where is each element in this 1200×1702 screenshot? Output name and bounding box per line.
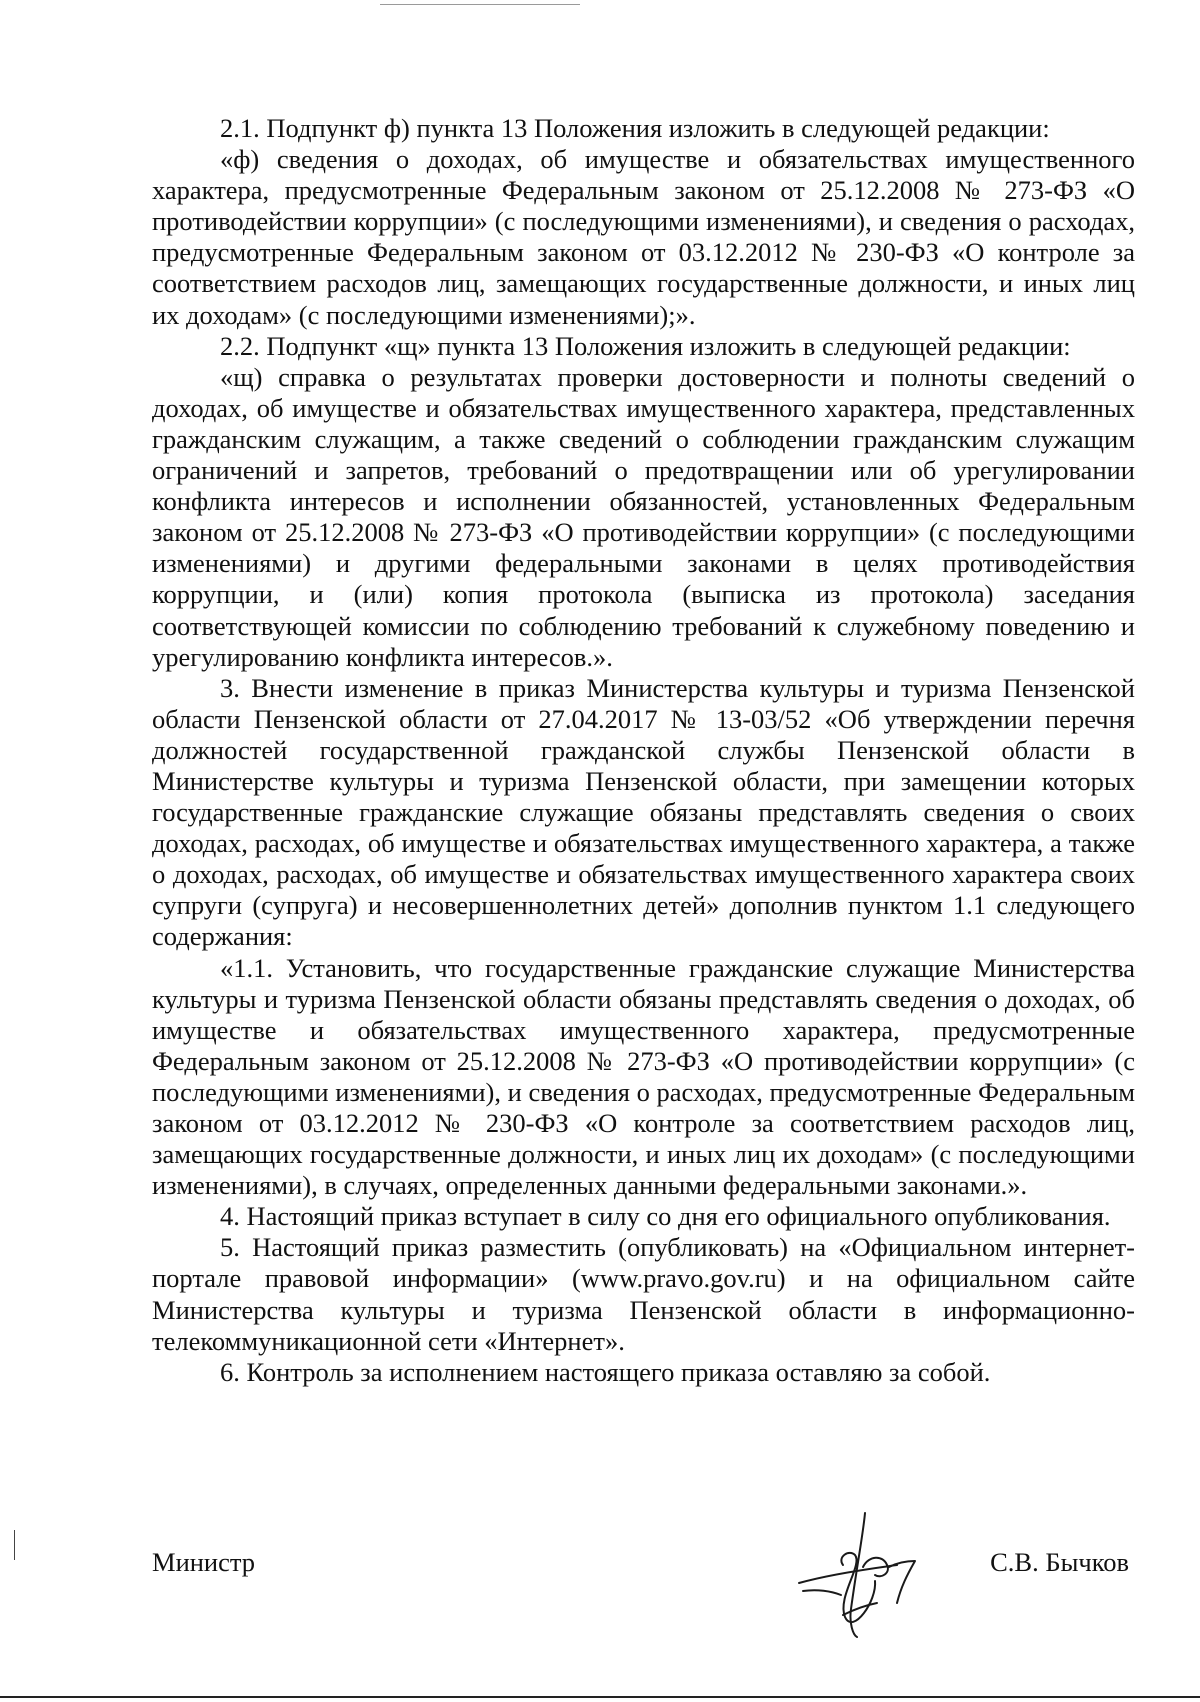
paragraph-4: 4. Настоящий приказ вступает в силу со дня его официального опубликования. xyxy=(220,1201,1111,1232)
paragraph-3: 3. Внести изменение в приказ Министерства культуры и туризма Пензенской области Пензенской области от 27.04.2017 № 13-03/52 «Об утверждении перечня должностей государственной гражданской службы Пензенской области в Министерстве культуры и туризма Пензенской области, при замещении которых государственные гражданские служащие обязаны представлять сведения о своих доходах, расходах, об имуществе и обязательствах имущественного характера, а также о доходах, расходах, об имуществе и обязательствах имущественного характера своих супруги (супруга) и несовершеннолетних детей» дополнив пунктом 1.1 следующего содержания: xyxy=(152,672,1135,952)
paragraph-2-2: 2.2. Подпункт «щ» пункта 13 Положения изложить в следующей редакции: xyxy=(220,330,1071,361)
scan-artifact-bottom-line xyxy=(0,1696,1200,1698)
paragraph-2-2-text: «щ) справка о результатах проверки достоверности и полноты сведений о доходах, об имуществе и обязательствах имущественного характера, представленных гражданским служащим, а также сведений о соблюдении гражданским служащим ограничений и запретов, требований о предотвращении или об урегулировании конфликта интересов и исполнении обязанностей, установленных Федеральным законом от 25.12.2008 № 273-ФЗ «О противодействии коррупции» (с последующими изменениями) и другими федеральными законами в целях противодействия коррупции, и (или) копия протокола (выписка из протокола) заседания соответствующей комиссии по соблюдению требований к служебному поведению и урегулированию конфликта интересов.». xyxy=(152,361,1135,672)
scan-artifact-top-line xyxy=(380,4,580,5)
paragraph-3-1-1: «1.1. Установить, что государственные гражданские служащие Министерства культуры и туризма Пензенской области обязаны представлять сведения о доходах, об имуществе и обязательствах имущественного характера, предусмотренные Федеральным законом от 25.12.2008 № 273-ФЗ «О противодействии коррупции» (с последующими изменениями), и сведения о расходах, предусмотренные Федеральным законом от 03.12.2012 № 230-ФЗ «О контроле за соответствием расходов лиц, замещающих государственные должности, и иных лиц их доходам» (с последующими изменениями), в случаях, определенных данными федеральными законами.». xyxy=(152,952,1135,1201)
document-body xyxy=(152,113,1135,1388)
paragraph-5: 5. Настоящий приказ разместить (опубликовать) на «Официальном интернет-портале правовой информации» (www.pravo.gov.ru) и на официальном сайте Министерства культуры и туризма Пензенской области в информационно-телекоммуникационной сети «Интернет». xyxy=(152,1232,1135,1356)
signature-block xyxy=(152,1535,1135,1675)
signer-position: Министр xyxy=(152,1547,256,1577)
paragraph-2-1: 2.1. Подпункт ф) пункта 13 Положения изложить в следующей редакции: xyxy=(220,113,1050,143)
scan-artifact-margin-mark xyxy=(14,1530,15,1560)
paragraph-2-1-text: «ф) сведения о доходах, об имуществе и обязательствах имущественного характера, предусмотренные Федеральным законом от 25.12.2008 № 273-ФЗ «О противодействии коррупции» (с последующими изменениями), и сведения о расходах, предусмотренные Федеральным законом от 03.12.2012 № 230-ФЗ «О контроле за соответствием расходов лиц, замещающих государственные должности, и иных лиц их доходам» (с последующими изменениями);». xyxy=(152,144,1135,330)
handwritten-signature xyxy=(797,1505,947,1645)
signer-name: С.В. Бычков xyxy=(990,1547,1129,1577)
paragraph-6: 6. Контроль за исполнением настоящего приказа оставляю за собой. xyxy=(220,1356,991,1387)
